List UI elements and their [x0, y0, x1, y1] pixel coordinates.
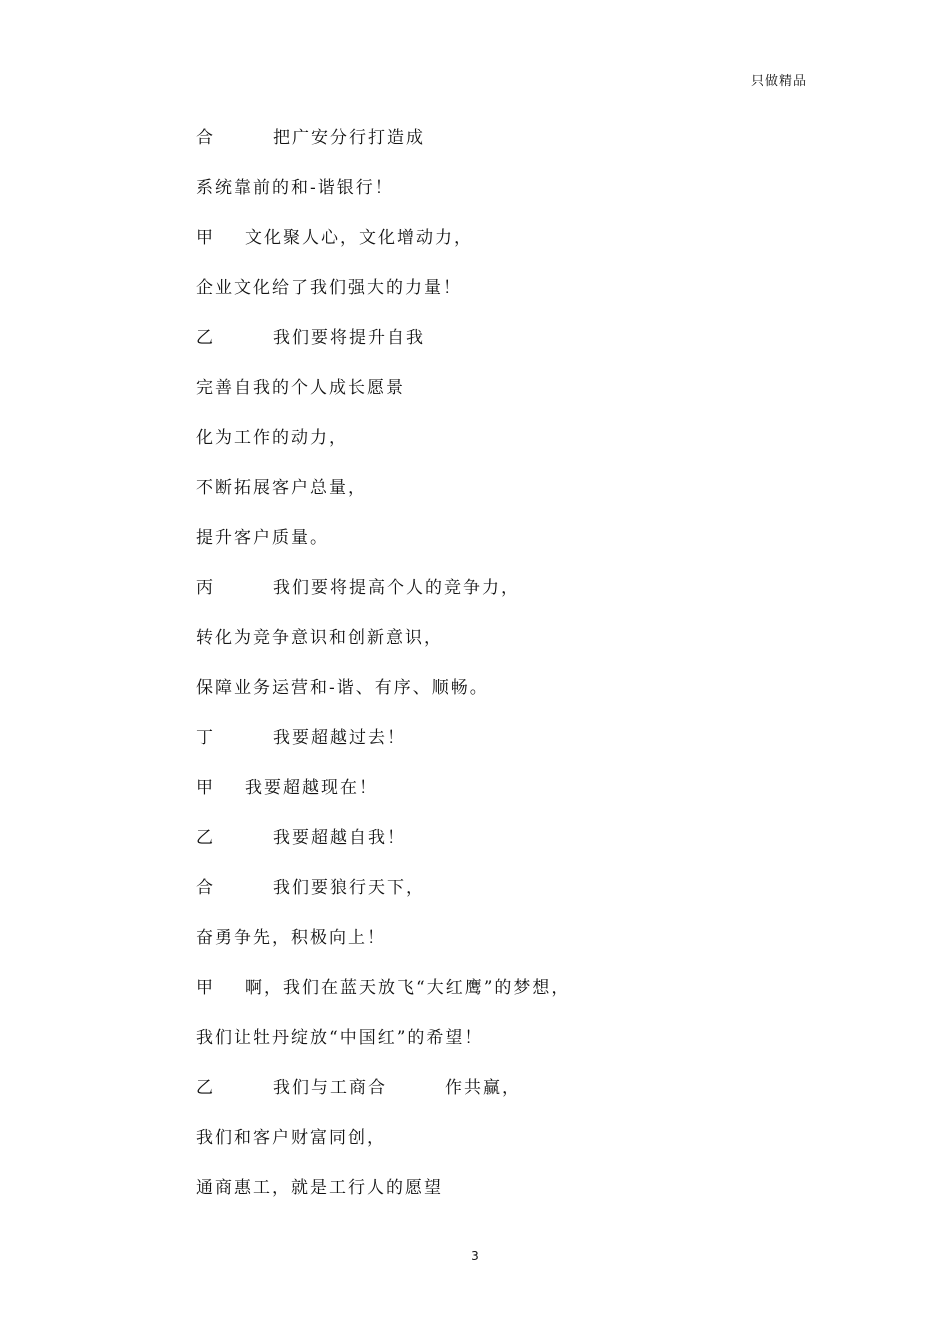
script-line: [196, 274, 816, 324]
line-text: 我们和客户财富同创，: [196, 1128, 386, 1148]
line-text: 我们与工商合: [273, 1078, 387, 1098]
script-line: [196, 374, 816, 424]
line-text: 我们要将提升自我: [273, 328, 425, 348]
speaker-label: 乙: [196, 1078, 215, 1098]
line-text: 把广安分行打造成: [273, 128, 425, 148]
script-line: [196, 424, 816, 474]
line-text: 保障业务运营和-谐、有序、顺畅。: [196, 678, 489, 698]
script-line: [196, 774, 816, 824]
line-text: 奋勇争先，积极向上！: [196, 928, 386, 948]
speaker-label: 甲: [196, 978, 215, 998]
script-line: [196, 574, 816, 624]
speaker-label: 乙: [196, 328, 215, 348]
script-line: [196, 1074, 816, 1124]
line-text: 文化聚人心，文化增动力，: [245, 228, 473, 248]
speaker-label: 合: [196, 878, 215, 898]
script-line: [196, 674, 816, 724]
speaker-label: 乙: [196, 828, 215, 848]
line-text: 我们要狼行天下，: [273, 878, 425, 898]
line-text: 企业文化给了我们强大的力量！: [196, 278, 462, 298]
line-text: 啊，我们在蓝天放飞“大红鹰”的梦想，: [245, 978, 571, 998]
line-text: 我要超越自我！: [273, 828, 406, 848]
line-text: 化为工作的动力，: [196, 428, 348, 448]
script-line: [196, 974, 816, 1024]
line-text: 不断拓展客户总量，: [196, 478, 367, 498]
script-line: [196, 1124, 816, 1174]
speaker-label: 丁: [196, 728, 215, 748]
script-line: [196, 124, 816, 174]
line-text: 完善自我的个人成长愿景: [196, 378, 405, 398]
header-note: 只做精品: [750, 74, 807, 89]
script-body: [196, 124, 816, 1224]
line-text: 我们让牡丹绽放“中国红”的希望！: [196, 1028, 484, 1048]
script-line: [196, 474, 816, 524]
speaker-label: 甲: [196, 778, 215, 798]
script-line: [196, 524, 816, 574]
line-text: 提升客户质量。: [196, 528, 329, 548]
line-text: 系统靠前的和-谐银行！: [196, 178, 394, 198]
script-line: [196, 924, 816, 974]
line-text: 转化为竞争意识和创新意识，: [196, 628, 443, 648]
script-line: [196, 874, 816, 924]
script-line: [196, 224, 816, 274]
script-line: [196, 1174, 816, 1224]
script-line: [196, 724, 816, 774]
line-text-continued: 作共赢，: [445, 1078, 521, 1098]
script-line: [196, 824, 816, 874]
script-line: [196, 324, 816, 374]
script-line: [196, 624, 816, 674]
line-text: 通商惠工，就是工行人的愿望: [196, 1178, 443, 1198]
script-line: [196, 174, 816, 224]
line-text: 我要超越过去！: [273, 728, 406, 748]
page-number: 3: [471, 1249, 479, 1263]
speaker-label: 丙: [196, 578, 215, 598]
speaker-label: 甲: [196, 228, 215, 248]
line-text: 我们要将提高个人的竞争力，: [273, 578, 520, 598]
line-text: 我要超越现在！: [245, 778, 378, 798]
speaker-label: 合: [196, 128, 215, 148]
script-line: [196, 1024, 816, 1074]
